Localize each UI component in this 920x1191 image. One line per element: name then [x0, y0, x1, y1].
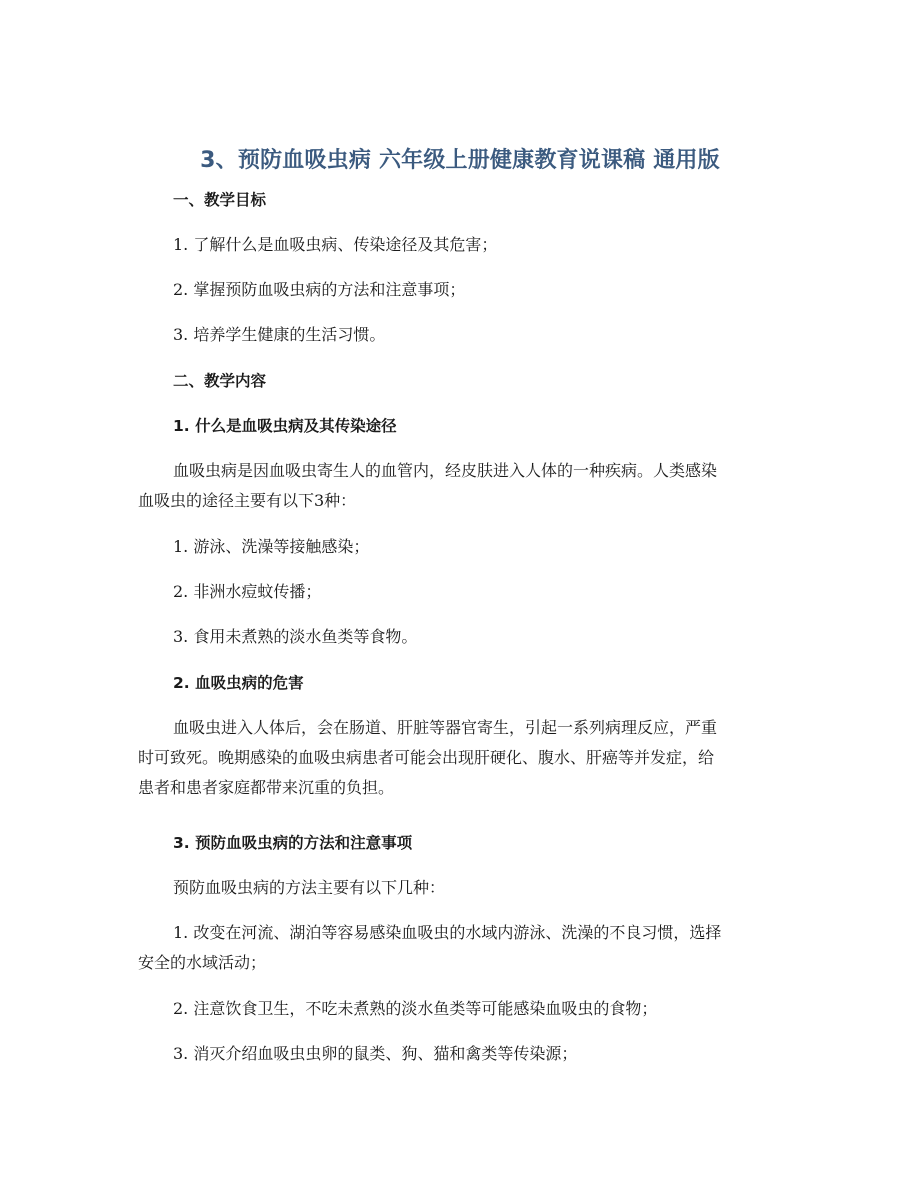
list-item: 3. 食用未煮熟的淡水鱼类等食物。	[173, 627, 418, 646]
subsection-heading-what-is: 1. 什么是血吸虫病及其传染途径	[173, 417, 397, 435]
section-heading-content: 二、教学内容	[173, 372, 267, 390]
paragraph-line: 血吸虫病是因血吸虫寄生人的血管内，经皮肤进入人体的一种疾病。人类感染	[173, 461, 718, 480]
paragraph-line: 预防血吸虫病的方法主要有以下几种：	[173, 878, 446, 897]
subsection-heading-harm: 2. 血吸虫病的危害	[173, 674, 304, 692]
paragraph-line: 时可致死。晚期感染的血吸虫病患者可能会出现肝硬化、腹水、肝癌等并发症，给	[138, 748, 715, 767]
paragraph-line: 患者和患者家庭都带来沉重的负担。	[138, 778, 395, 797]
section-heading-objectives: 一、教学目标	[173, 191, 267, 209]
list-item: 1. 改变在河流、湖泊等容易感染血吸虫的水域内游泳、洗澡的不良习惯，选择	[173, 923, 722, 942]
paragraph-line: 血吸虫进入人体后，会在肠道、肝脏等器官寄生，引起一系列病理反应，严重	[173, 718, 718, 737]
paragraph-line: 血吸虫的途径主要有以下3种：	[138, 491, 357, 510]
list-item: 2. 注意饮食卫生，不吃未煮熟的淡水鱼类等可能感染血吸虫的食物；	[173, 999, 658, 1018]
list-item: 1. 了解什么是血吸虫病、传染途径及其危害；	[173, 235, 498, 254]
list-item: 3. 消灭介绍血吸虫虫卵的鼠类、狗、猫和禽类等传染源；	[173, 1044, 578, 1063]
list-item: 1. 游泳、洗澡等接触感染；	[173, 537, 370, 556]
document-title: 3、预防血吸虫病 六年级上册健康教育说课稿 通用版	[200, 148, 720, 173]
list-item: 2. 非洲水痘蚊传播；	[173, 582, 322, 601]
list-item-continuation: 安全的水域活动；	[138, 953, 267, 972]
list-item: 3. 培养学生健康的生活习惯。	[173, 325, 386, 344]
list-item: 2. 掌握预防血吸虫病的方法和注意事项；	[173, 280, 466, 299]
subsection-heading-prevention: 3. 预防血吸虫病的方法和注意事项	[173, 834, 413, 852]
